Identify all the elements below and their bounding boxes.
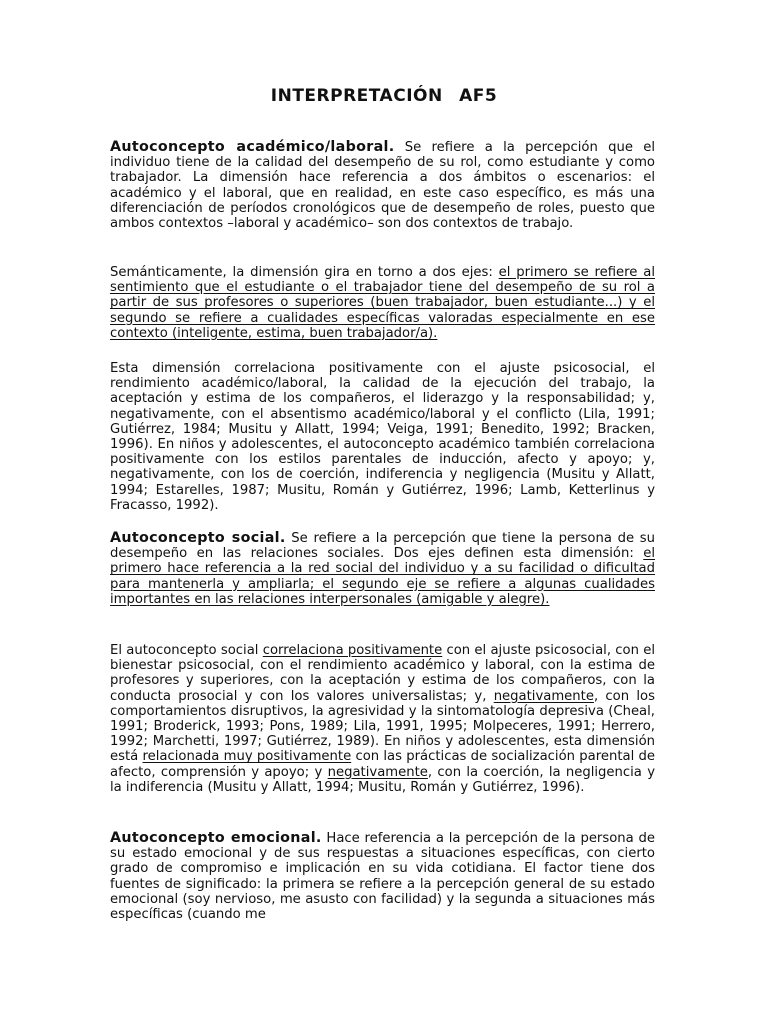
- underlined-text: negativamente: [493, 688, 594, 704]
- paragraph-semantic: [110, 265, 655, 341]
- paragraph-text: Hace referencia a la percepción de la persona de su estado emocional y de sus respuestas a situaciones específicas, con cierto grado de compromiso e implicación en su vida cotidiana. El factor tiene dos fuentes de significado: la primera se refiere a la percepción general de su estado emocional (soy nervioso, me asusto con facilidad) y la segunda a situaciones más específicas (cuando me: [110, 831, 655, 923]
- paragraph-text: El autoconcepto social: [110, 643, 263, 658]
- paragraph-text: , con los comportamientos disruptivos, la agresividad y la sintomatología depresiva (Cheal, 1991; Broderick, 1993; Pons, 1989; Lila, 1991, 1995; Molpeceres, 1991; Herrero, 1992; Marchetti, 1997; Gutiérrez, 1989). En niños y adolescentes, esta dimensión está: [110, 688, 655, 765]
- paragraph-text: Se refiere a la percepción que tiene la persona de su desempeño en las relaciones sociales. Dos ejes definen esta dimensión:: [110, 531, 655, 562]
- paragraph-correlations-social: [110, 643, 655, 795]
- paragraph-text: , con la coerción, la negligencia y la indiferencia (Musitu y Allatt, 1994; Musitu, Román y Gutiérrez, 1996).: [110, 764, 656, 795]
- paragraph-emotional: [110, 831, 655, 922]
- underlined-text: el primero hace referencia a la red social del individuo y a su facilidad o dificultad para mantenerla y ampliarla; el segundo eje se refiere a algunas cualidades importantes en las relaciones interpersonales (amigable y alegre).: [110, 546, 655, 607]
- paragraph-text: con el ajuste psicosocial, con el bienestar psicosocial, con el rendimiento académico y laboral, con la estima de profesores y superiores, con la aceptación y estima de los compañeros, con la conducta prosocial y con los valores universalistas; y,: [110, 643, 655, 704]
- document-title: INTERPRETACIÓN AF5: [270, 86, 498, 106]
- underlined-text: relacionada muy positivamente: [142, 749, 352, 765]
- paragraph-text: Esta dimensión correlaciona positivamente con el ajuste psicosocial, el rendimiento académico/laboral, la calidad de la ejecución del trabajo, la aceptación y estima de los compañeros, el liderazgo y la responsabilidad; y, negativamente, con el absentismo académico/laboral y el conflicto (Lila, 1991; Gutiérrez, 1984; Musitu y Allatt, 1994; Veiga, 1991; Benedito, 1992; Bracken, 1996). En niños y adolescentes, el autoconcepto académico también correlaciona positivamente con los estilos parentales de inducción, afecto y apoyo; y, negativamente, con los de coerción, indiferencia y negligencia (Musitu y Allatt, 1994; Estarelles, 1987; Musitu, Román y Gutiérrez, 1996; Lamb, Ketterlinus y Fracasso, 1992).: [110, 361, 655, 513]
- underlined-text: el primero se refiere al sentimiento que el estudiante o el trabajador tiene del desempeño de su rol a partir de sus profesores o superiores (buen trabajador, buen estudiante...) y el segundo se refiere a cualidades específicas valoradas especialmente en ese contexto (inteligente, estima, buen trabajador/a).: [110, 265, 655, 341]
- section-heading-emotional: Autoconcepto emocional.: [110, 830, 322, 846]
- underlined-text: negativamente: [327, 764, 428, 780]
- paragraph-text: Se refiere a la percepción que el individuo tiene de la calidad del desempeño de su rol, como estudiante y como trabajador. La dimensión hace referencia a dos ámbitos o escenarios: el académico y el laboral, que en realidad, en este caso específico, es más una diferenciación de períodos cronológicos que de desempeño de roles, puesto que ambos contextos –laboral y académico– son dos contextos de trabajo.: [110, 140, 655, 232]
- paragraph-academic: [110, 140, 655, 231]
- paragraph-correlations-academic: [110, 361, 655, 513]
- underlined-text: correlaciona positivamente: [262, 643, 443, 658]
- paragraph-social: [110, 531, 655, 607]
- section-heading-academic: Autoconcepto académico/laboral.: [110, 139, 395, 155]
- section-heading-social: Autoconcepto social.: [110, 530, 286, 546]
- paragraph-text: Semánticamente, la dimensión gira en torno a dos ejes:: [110, 265, 499, 280]
- paragraph-text: con las prácticas de socialización parental de afecto, comprensión y apoyo; y: [110, 749, 655, 780]
